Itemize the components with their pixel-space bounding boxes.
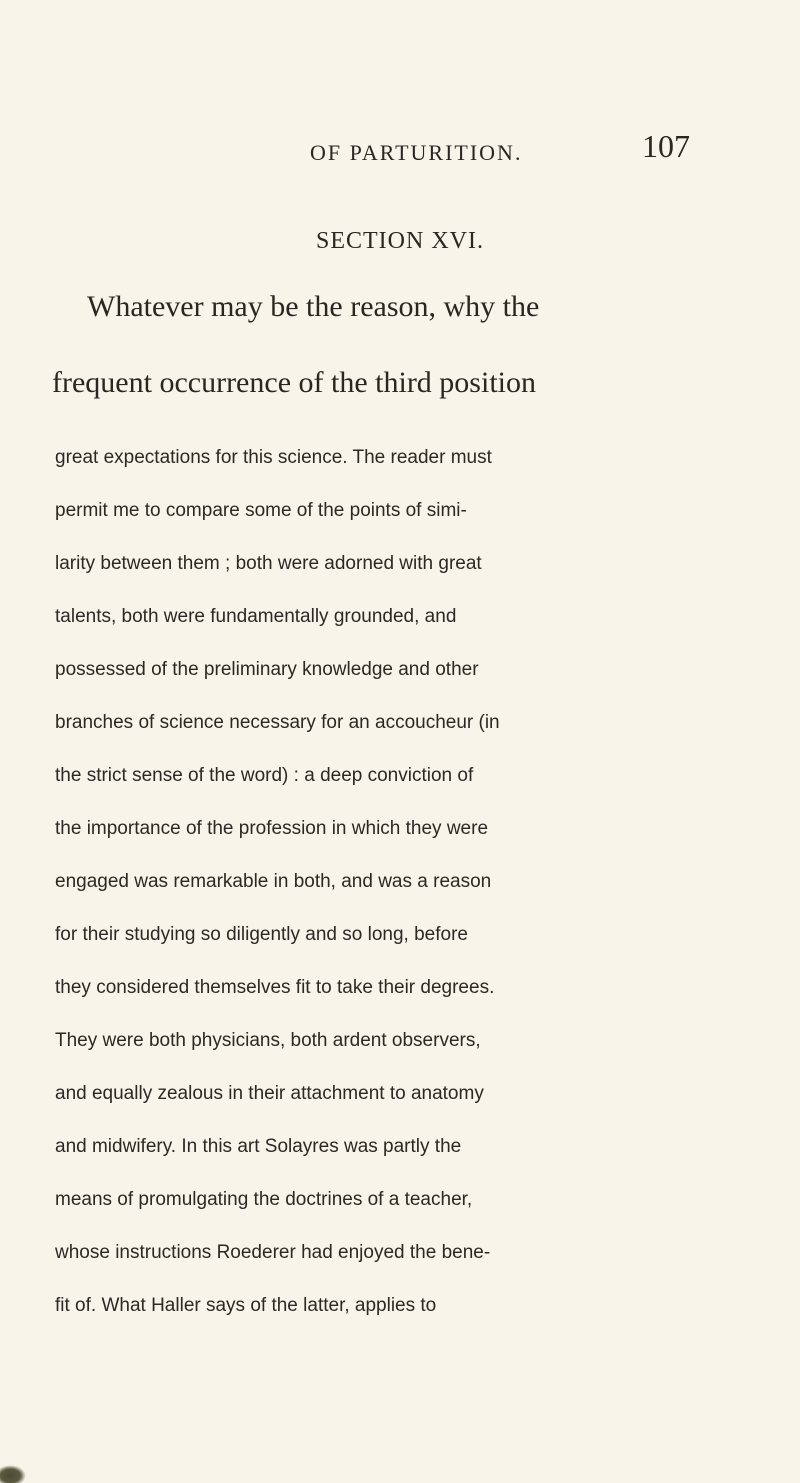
section-title: SECTION XVI. — [316, 228, 484, 254]
body-line: talents, both were fundamentally grounded, and — [55, 606, 457, 627]
body-line: whose instructions Roederer had enjoyed the bene- — [55, 1242, 491, 1263]
body-line: for their studying so diligently and so long, before — [55, 924, 468, 945]
body-line: and equally zealous in their attachment to anatomy — [55, 1083, 484, 1104]
body-line: the strict sense of the word) : a deep conviction of — [55, 765, 474, 786]
body-line: great expectations for this science. The reader must — [55, 447, 492, 468]
body-line: possessed of the preliminary knowledge and other — [55, 659, 479, 680]
lead-line-1: Whatever may be the reason, why the — [87, 290, 540, 323]
body-line: branches of science necessary for an accoucheur (in — [55, 712, 500, 733]
running-head: OF PARTURITION. — [310, 140, 523, 165]
body-line: engaged was remarkable in both, and was a reason — [55, 871, 492, 892]
body-line: permit me to compare some of the points of simi- — [55, 500, 467, 521]
lead-line-2: frequent occurrence of the third position — [52, 366, 536, 399]
page-number: 107 — [642, 128, 690, 164]
body-line: means of promulgating the doctrines of a teacher, — [55, 1189, 473, 1210]
body-line: they considered themselves fit to take their degrees. — [55, 977, 495, 998]
body-line: the importance of the profession in which they were — [55, 818, 489, 839]
body-line: and midwifery. In this art Solayres was partly the — [55, 1136, 462, 1157]
body-line: larity between them ; both were adorned with great — [55, 553, 482, 574]
page-stain — [0, 1465, 26, 1483]
body-line: They were both physicians, both ardent observers, — [55, 1030, 481, 1051]
body-line: fit of. What Haller says of the latter, applies to — [55, 1295, 437, 1316]
